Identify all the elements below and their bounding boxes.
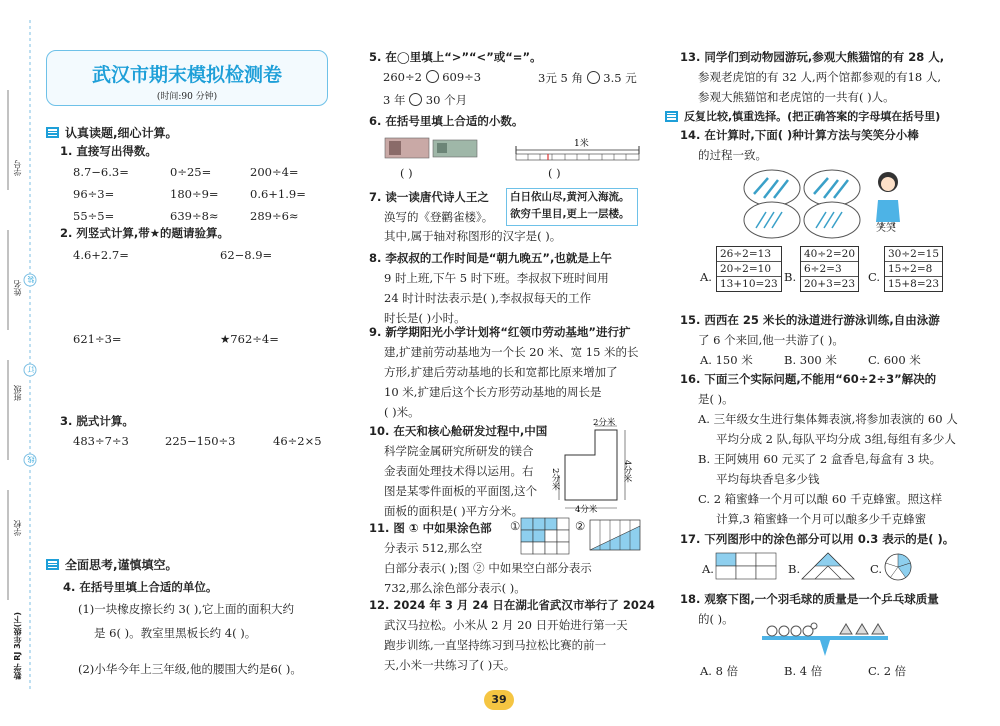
q5-row-1 [383, 70, 481, 84]
q17-option-b[interactable]: B. [788, 562, 801, 576]
section-2-heading [46, 556, 178, 573]
q6-prompt: 6. 在括号里填上合适的小数。 [369, 114, 524, 128]
q2-item-4: ★762÷4= [220, 332, 279, 346]
q16-line[interactable]: A. 三年级女生进行集体舞表演,将参加表演的 60 人 [698, 412, 958, 426]
q17-prompt: 17. 下列图形中的涂色部分可以用 0.3 表示的是( )。 [680, 532, 955, 546]
q1-item: 55÷5= [73, 209, 115, 223]
q1-item: 289÷6≈ [250, 209, 299, 223]
q18-option[interactable]: B. 4 倍 [784, 664, 823, 678]
q12-line: 武汉马拉松。小米从 2 月 20 日开始进行第一天 [384, 618, 628, 632]
q7-line-1: 7. 读一读唐代诗人王之 [369, 190, 489, 204]
q9-line: ( )米。 [384, 405, 420, 419]
grid-figure-2 [590, 520, 642, 550]
q3-prompt: 3. 脱式计算。 [60, 414, 134, 428]
q14-option-row: 13+10=23 [720, 278, 778, 290]
q12-line: 12. 2024 年 3 月 24 日在湖北省武汉市举行了 2024 [369, 598, 655, 612]
q17-figure-c [884, 553, 912, 581]
spine-fold-2: 订 [27, 366, 35, 373]
spine-subject-label: 数学 RJ 3年级(下) [13, 612, 22, 680]
q10-line: 图是某零件面板的平面图,这个 [384, 484, 538, 498]
q16-line: 平均每块香皂多少钱 [716, 472, 820, 486]
q14-option-row: 15+8=23 [888, 278, 939, 290]
q5-prompt: 5. 在◯里填上“>”“<”或“=”。 [369, 50, 542, 64]
q14-option-table [884, 246, 943, 292]
spine-fold-3: 线 [27, 456, 35, 463]
q14-option-row: 20÷2=10 [717, 262, 781, 277]
q3-item-1: 483÷7÷3 [73, 434, 129, 448]
q9-line: 方形,扩建后劳动基地的长和宽都比原来增加了 [384, 365, 618, 379]
q14-option-row: 15÷2=8 [885, 262, 942, 277]
q2-item-3: 621÷3= [73, 332, 122, 346]
spine-fold-1: 装 [27, 276, 35, 283]
q17-option-c[interactable]: C. [870, 562, 883, 576]
q5-expr-c: 3元 5 角 [538, 71, 583, 85]
q5-expr-d: 3.5 元 [603, 71, 637, 85]
q6-blank-2: ( ) [548, 166, 561, 180]
spine-name-label: 姓名 [13, 280, 22, 296]
q17-option-a[interactable]: A. [702, 562, 714, 576]
q16-line: 16. 下面三个实际问题,不能用“60÷2÷3”解决的 [680, 372, 937, 386]
spine-id-label: 学号 [13, 160, 22, 176]
q5-expr-b: 609÷3 [442, 70, 482, 84]
q14-line: 的过程一致。 [698, 148, 767, 162]
q14-option-letter[interactable]: B. [784, 270, 797, 284]
q5-expr-e: 3 年 [383, 93, 406, 107]
section-marker-icon [46, 127, 59, 138]
q14-option-row: 26÷2=13 [717, 247, 781, 262]
q15-option[interactable]: A. 150 米 [700, 353, 753, 367]
q8-line: 24 时计时法表示是( ),李叔叔每天的工作 [384, 291, 592, 305]
q13-line: 13. 同学们到动物园游玩,参观大熊猫馆的有 28 人, [680, 50, 945, 64]
q13-line: 参观大熊猫馆和老虎馆的一共有( )人。 [698, 90, 895, 104]
spine-school-label: 学校 [13, 520, 22, 536]
q11-line: 732,那么涂色部分表示( )。 [384, 581, 526, 595]
page-title: 武汉市期末模拟检测卷 [91, 64, 282, 86]
q1-item: 0÷25= [170, 165, 212, 179]
dim-top: 2分米 [593, 418, 616, 428]
q7-line-2: 涣写的《登鹳雀楼》。 [384, 210, 494, 224]
q9-line: 9. 新学期阳光小学计划将“红领巾劳动基地”进行扩 [369, 325, 631, 339]
balance-scale-illustration [760, 622, 890, 658]
q6-blank-1: ( ) [400, 166, 413, 180]
q18-line: 18. 观察下图,一个羽毛球的质量是一个乒乓球质量 [680, 592, 939, 606]
q14-option-row: 20+3=23 [804, 278, 855, 290]
q12-line: 天,小米一共练习了( )天。 [384, 658, 516, 672]
q8-line: 9 时上班,下午 5 时下班。李叔叔下班时间用 [384, 271, 609, 285]
q9-line: 建,扩建前劳动基地为一个长 20 米、宽 15 米的长 [384, 345, 639, 359]
q3-item-2: 225−150÷3 [165, 434, 236, 448]
dim-bottom: 4分米 [575, 505, 598, 515]
meter-ruler [514, 138, 644, 164]
spine-class-label: 班级 [13, 385, 22, 401]
q13-line: 参观老虎馆的有 32 人,两个馆都参观的有18 人, [698, 70, 942, 84]
q1-item: 0.6+1.9= [250, 187, 306, 201]
q4-prompt: 4. 在括号里填上合适的单位。 [63, 580, 218, 594]
q16-line: 平均分成 2 队,每队平均分成 3组,每组有多少人 [716, 432, 956, 446]
q4-line-2: 是 6( )。教室里黑板长约 4( )。 [94, 626, 257, 640]
q12-line: 跑步训练,一直坚持练习到马拉松比赛的前一 [384, 638, 607, 652]
q11-line: 分表示 512,那么空 [384, 541, 483, 555]
q16-line[interactable]: B. 王阿姨用 60 元买了 2 盒香皂,每盒有 3 块。 [698, 452, 942, 466]
stick-bundles-illustration [742, 168, 862, 240]
q16-line[interactable]: C. 2 箱蜜蜂一个月可以酿 60 千克蜂蜜。照这样 [698, 492, 943, 506]
q5-expr-f: 30 个月 [425, 93, 468, 107]
q2-item-2: 62−8.9= [220, 248, 273, 262]
section-marker-icon [665, 111, 678, 122]
q2-item-1: 4.6+2.7= [73, 248, 129, 262]
ruler-label: 1米 [574, 139, 589, 149]
section-2-title: 全面思考,谨慎填空。 [65, 558, 178, 572]
q4-line-3: (2)小华今年上三年级,他的腰围大约是6( )。 [78, 662, 302, 676]
q17-figure-b [802, 553, 854, 581]
xiaoxiao-character [870, 170, 906, 228]
section-1-heading [46, 124, 178, 141]
q7-line-3: 其中,属于轴对称图形的汉字是( )。 [384, 229, 562, 243]
q1-item: 96÷3= [73, 187, 115, 201]
q10-line: 10. 在天和核心舱研发过程中,中国 [369, 424, 548, 438]
q15-option[interactable]: B. 300 米 [784, 353, 837, 367]
q15-option[interactable]: C. 600 米 [868, 353, 921, 367]
q15-line: 15. 西西在 25 米长的泳道进行游泳训练,自由泳游 [680, 313, 940, 327]
q8-line: 时长是( )小时。 [384, 311, 466, 325]
q9-line: 10 米,扩建后这个长方形劳动基地的周长是 [384, 385, 602, 399]
q14-option-row: 30÷2=15 [885, 247, 942, 262]
q18-option[interactable]: A. 8 倍 [700, 664, 739, 678]
q11-figure-2-label: ② [575, 519, 586, 533]
q8-line: 8. 李叔叔的工作时间是“朝九晚五”,也就是上午 [369, 251, 612, 265]
q2-prompt: 2. 列竖式计算,带★的题请验算。 [60, 226, 230, 240]
q16-line: 计算,3 箱蜜蜂一个月可以酿多少千克蜂蜜 [716, 512, 927, 526]
compare-circle[interactable] [426, 70, 439, 83]
banknotes-image [385, 136, 480, 160]
q14-option-table [800, 246, 859, 292]
q14-option-row: 6÷2=3 [801, 262, 858, 277]
q1-item: 639÷8≈ [170, 209, 219, 223]
q11-figure-1-label: ① [510, 519, 521, 533]
q10-line: 面板的面积是( )平方分米。 [384, 504, 524, 518]
binding-strip [0, 0, 38, 726]
dim-right: 4分米 [622, 460, 632, 483]
q4-line-1: (1)一块橡皮擦长约 3( ),它上面的面积大约 [78, 602, 295, 616]
q14-option-table [716, 246, 782, 292]
q5-row-3 [383, 92, 467, 108]
section-3-heading [665, 108, 940, 124]
section-3-title: 反复比较,慎重选择。(把正确答案的字母填在括号里) [684, 110, 941, 123]
compare-circle[interactable] [409, 93, 422, 106]
q18-option[interactable]: C. 2 倍 [868, 664, 907, 678]
q14-option-letter[interactable]: C. [868, 270, 881, 284]
q1-prompt: 1. 直接写出得数。 [60, 144, 157, 158]
q14-option-letter[interactable]: A. [700, 270, 712, 284]
q11-line: 白部分表示( );图 ② 中如果空白部分表示 [384, 561, 592, 575]
xiaoxiao-label: 笑笑 [876, 223, 896, 234]
q1-item: 8.7−6.3= [73, 165, 129, 179]
section-marker-icon [46, 559, 59, 570]
q18-line: 的( )。 [698, 612, 734, 626]
q3-item-3: 46÷2×5 [273, 434, 322, 448]
q5-expr-a: 260÷2 [383, 70, 422, 84]
title-box [46, 50, 328, 106]
time-limit: (时间:90 分钟) [156, 92, 218, 102]
q10-line: 金表面处理技术得以运用。右 [384, 464, 534, 478]
q5-row-2 [538, 70, 637, 86]
q1-item: 200÷4= [250, 165, 299, 179]
q10-line: 科学院金属研究所研发的镁合 [384, 444, 534, 458]
q11-line: 11. 图 ① 中如果涂色部 [369, 521, 492, 535]
dim-left: 2分米 [550, 468, 560, 491]
compare-circle[interactable] [587, 71, 600, 84]
q17-figure-a [716, 553, 776, 579]
q14-line: 14. 在计算时,下面( )种计算方法与笑笑分小棒 [680, 128, 919, 142]
q1-item: 180÷9= [170, 187, 219, 201]
page-number: 39 [484, 690, 514, 710]
poem-line-1: 白日依山尽,黄河入海流。 [510, 191, 630, 203]
q15-line: 了 6 个来回,他一共游了( )。 [698, 333, 844, 347]
poem-box [506, 188, 638, 226]
q16-line: 是( )。 [698, 392, 734, 406]
poem-line-2: 欲穷千里目,更上一层楼。 [510, 208, 630, 220]
part-panel-diagram [550, 418, 645, 515]
grid-figure-1 [521, 518, 569, 554]
section-1-title: 认真读题,细心计算。 [65, 126, 178, 140]
q14-option-row: 40÷2=20 [801, 247, 858, 262]
